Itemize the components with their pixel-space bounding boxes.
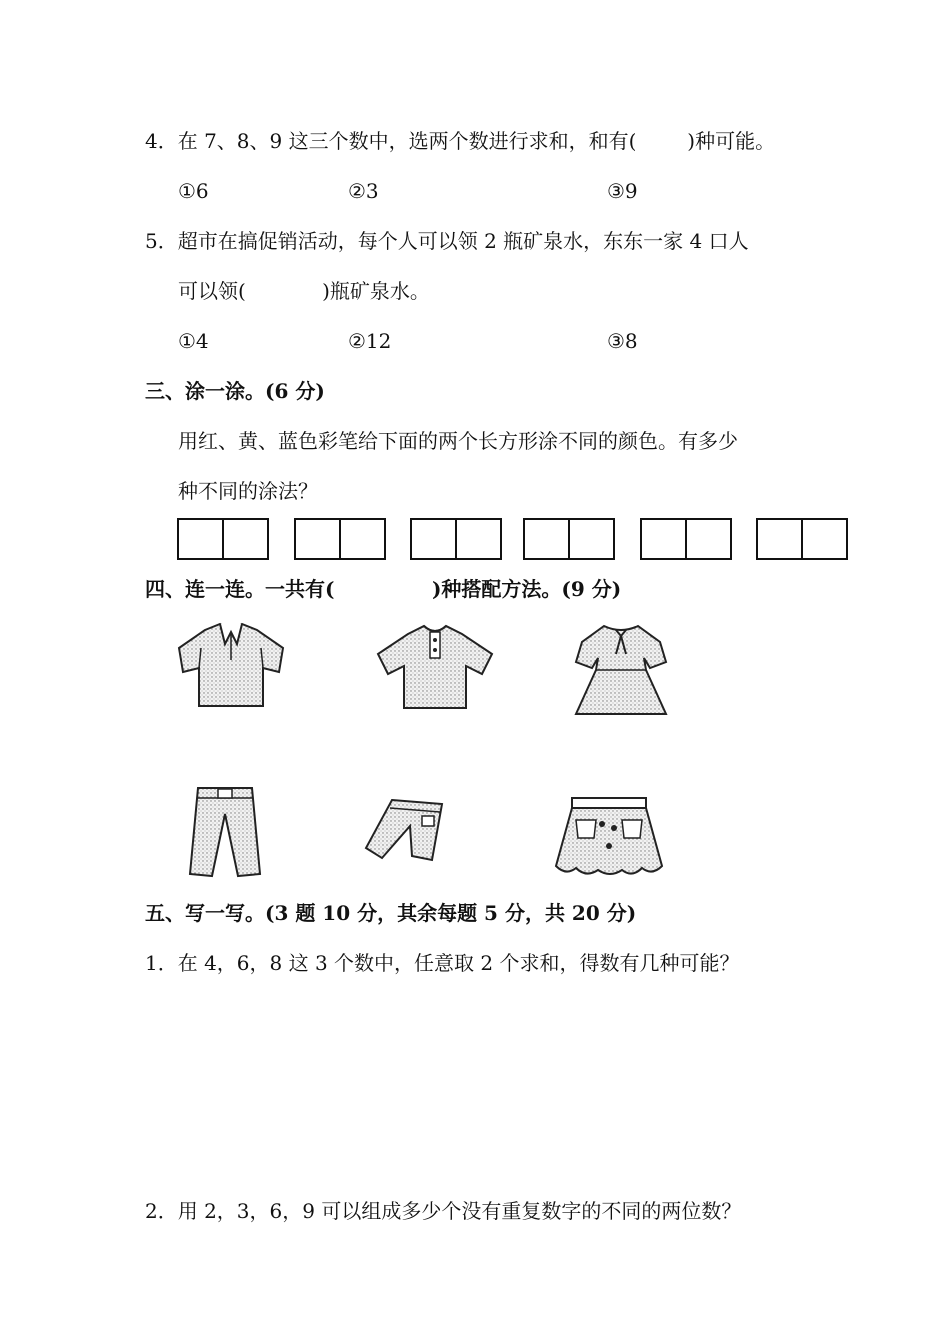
section-3-text-line1: 用红、黄、蓝色彩笔给下面的两个长方形涂不同的颜色。有多少: [178, 429, 738, 453]
rectangle-right[interactable]: [339, 520, 384, 558]
question-5-option-2: ②12: [348, 329, 392, 353]
question-5-option-3: ③8: [607, 329, 638, 353]
rectangle-pair-4[interactable]: [523, 518, 615, 560]
rectangle-left[interactable]: [296, 520, 339, 558]
rectangle-left[interactable]: [758, 520, 801, 558]
section-5-question-1: 1．在 4，6，8 这 3 个数中，任意取 2 个求和，得数有几种可能？: [145, 951, 740, 975]
section-3-heading: 三、涂一涂。(6 分): [145, 379, 325, 403]
rectangle-left[interactable]: [412, 520, 455, 558]
rectangle-pair-3[interactable]: [410, 518, 502, 560]
rectangle-pair-6[interactable]: [756, 518, 848, 560]
rectangle-pair-5[interactable]: [640, 518, 732, 560]
rectangle-pair-2[interactable]: [294, 518, 386, 560]
section-3-text-line2: 种不同的涂法？: [178, 479, 318, 503]
section-5-heading: 五、写一写。(3 题 10 分，其余每题 5 分，共 20 分): [145, 901, 637, 925]
rectangle-left[interactable]: [642, 520, 685, 558]
t-shirt-image[interactable]: [374, 622, 496, 712]
question-4-option-1: ①6: [178, 179, 209, 203]
rectangle-left[interactable]: [525, 520, 568, 558]
section-5-question-2: 2．用 2，3，6，9 可以组成多少个没有重复数字的不同的两位数？: [145, 1199, 742, 1223]
rectangle-right[interactable]: [222, 520, 267, 558]
rectangle-left[interactable]: [179, 520, 222, 558]
rectangle-right[interactable]: [455, 520, 500, 558]
shorts-image[interactable]: [362, 796, 448, 866]
section-4-heading: 四、连一连。一共有( )种搭配方法。(9 分): [145, 577, 622, 601]
rectangle-pair-1[interactable]: [177, 518, 269, 560]
long-pants-image[interactable]: [182, 784, 268, 880]
polo-shirt-image[interactable]: [175, 620, 287, 710]
rectangle-right[interactable]: [568, 520, 613, 558]
dress-image[interactable]: [570, 620, 672, 720]
question-5-stem-line1: 5．超市在搞促销活动，每个人可以领 2 瓶矿泉水，东东一家 4 口人: [145, 229, 749, 253]
rectangle-right[interactable]: [685, 520, 730, 558]
question-5-stem-line2: 可以领( )瓶矿泉水。: [178, 279, 430, 303]
question-4-option-3: ③9: [607, 179, 638, 203]
question-4-option-2: ②3: [348, 179, 379, 203]
question-4-stem: 4．在 7、8、9 这三个数中，选两个数进行求和，和有( )种可能。: [145, 129, 776, 153]
skirt-image[interactable]: [552, 794, 666, 880]
question-5-option-1: ①4: [178, 329, 209, 353]
rectangle-right[interactable]: [801, 520, 846, 558]
